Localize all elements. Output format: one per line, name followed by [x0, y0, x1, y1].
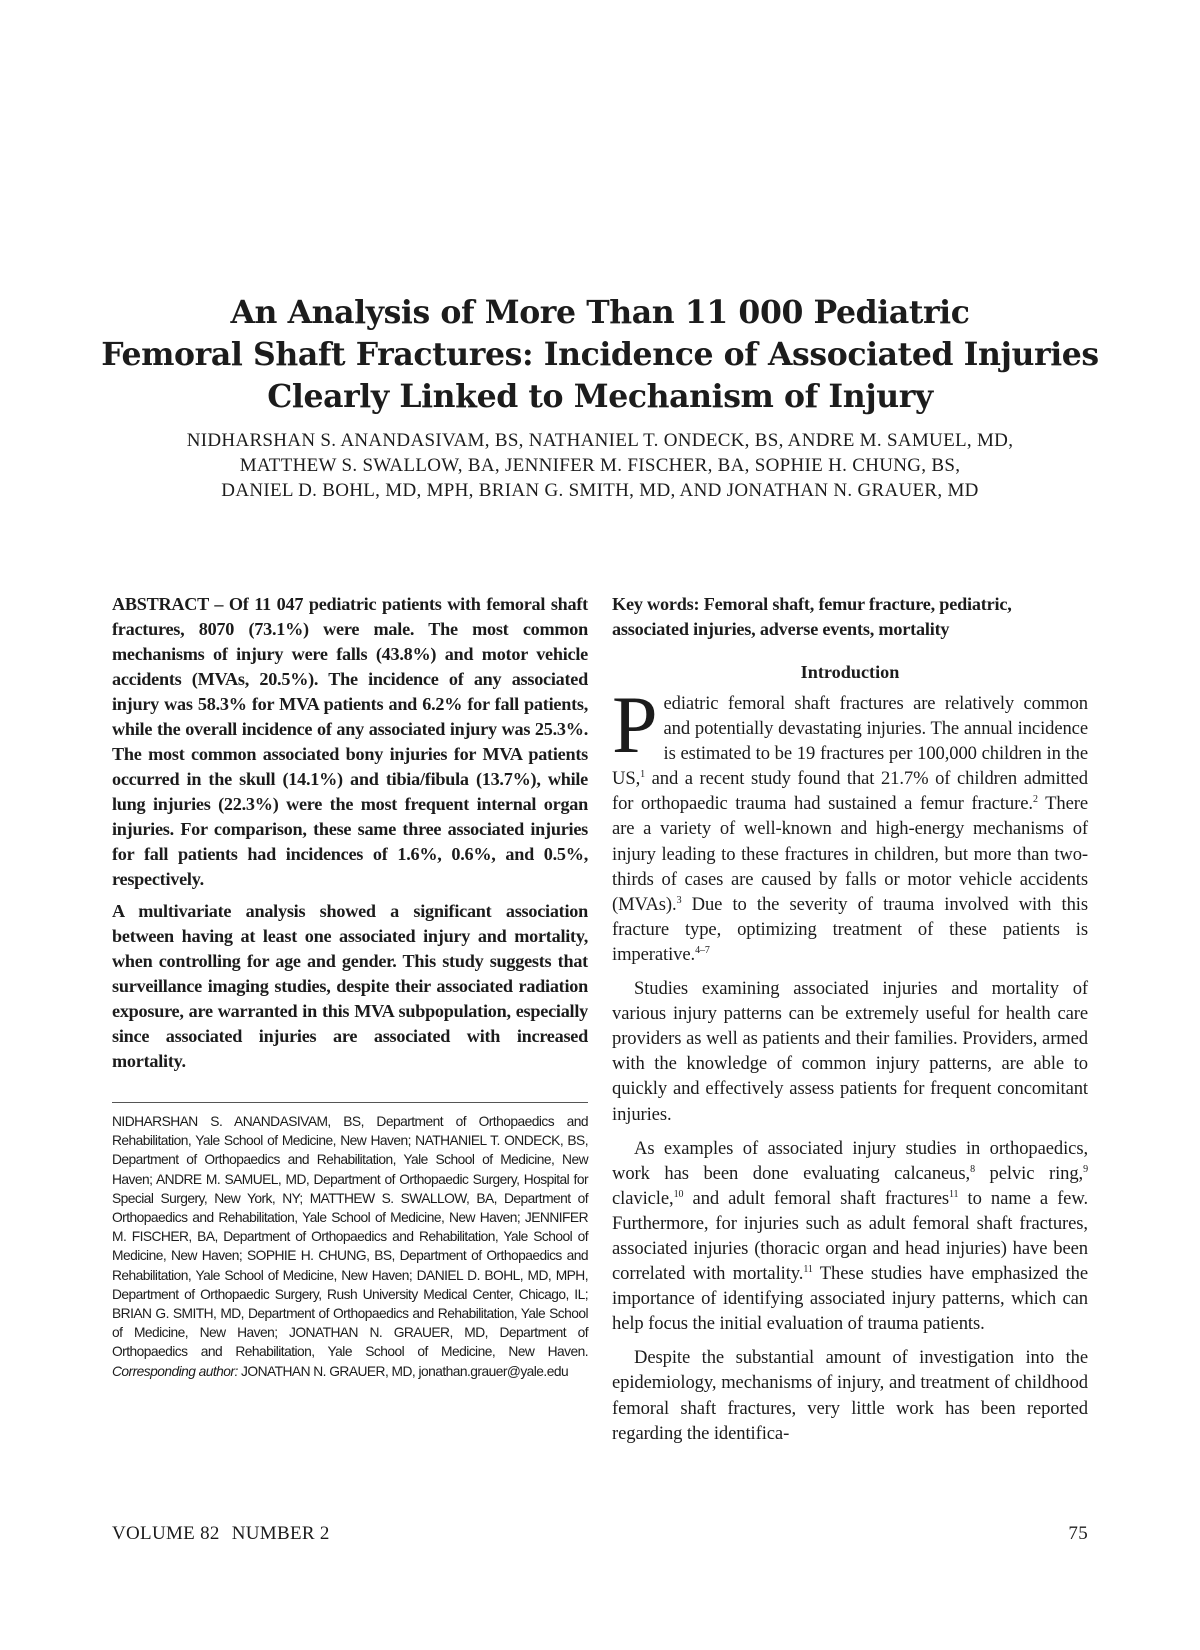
text-run: There are a variety of well-known and high-energy mechanisms of injury leading to these fractures in children, but more than two-thirds of cases are caused by falls or motor vehicle accidents (MVAs). [612, 793, 1088, 915]
citation: 11 [948, 1188, 959, 1200]
right-column [612, 592, 1088, 1455]
citation: 9 [1083, 1163, 1088, 1175]
section-heading-introduction: Introduction [800, 662, 900, 682]
text-run: As examples of associated injury studies in orthopaedics, work has been done evaluating calcaneus, [612, 1137, 1088, 1184]
author-list [100, 428, 1100, 503]
author-line: NIDHARSHAN S. ANANDASIVAM, BS, NATHANIEL T. ONDECK, BS, ANDRE M. SAMUEL, MD, [186, 430, 1014, 451]
body-paragraph [612, 1136, 1088, 1337]
citation: 2 [1032, 794, 1038, 806]
author-line: MATTHEW S. SWALLOW, BA, JENNIFER M. FISCHER, BA, SOPHIE H. CHUNG, BS, [239, 455, 961, 476]
title-line: Clearly Linked to Mechanism of Injury [267, 378, 933, 415]
abstract [112, 592, 588, 1074]
text-run: and adult femoral shaft fractures [683, 1187, 949, 1209]
volume-label: VOLUME 82 [112, 1523, 220, 1544]
corresponding-author-label: Corresponding author: [112, 1363, 238, 1379]
body-paragraph: Despite the substantial amount of investigation into the epidemiology, mechanisms of injury, and treatment of childhood femoral shaft fractures, very little work has been reported regarding the identifica- [612, 1347, 1088, 1444]
body-paragraph: Studies examining associated injuries and mortality of various injury patterns can be extremely useful for health care providers as well as patients and their families. Providers, armed with the knowledge of common injury patterns, are able to quickly and effectively assess patients for frequent concomitant injuries. [612, 978, 1088, 1125]
title-block [100, 292, 1100, 503]
citation: 10 [673, 1188, 684, 1200]
footnote-divider [112, 1102, 588, 1103]
introduction-body [612, 679, 1089, 1446]
text-run: Due to the severity of trauma involved with this fracture type, optimizing treatment of these patients is imperative. [612, 893, 1088, 965]
title-line: Femoral Shaft Fractures: Incidence of Associated Injuries [101, 336, 1099, 373]
drop-cap: P [612, 679, 658, 770]
author-line: DANIEL D. BOHL, MD, MPH, BRIAN G. SMITH, MD, AND JONATHAN N. GRAUER, MD [221, 480, 979, 501]
citation: 1 [640, 769, 646, 781]
keywords: Key words: Femoral shaft, femur fracture, pediatric, associated injuries, adverse events, mortality [612, 594, 1012, 639]
text-run: to name a few. Furthermore, for injuries such as adult femoral shaft fractures, associated injuries (thoracic organ and head injuries) have been correlated with mortality. [612, 1187, 1089, 1285]
citation: 11 [803, 1263, 813, 1275]
author-affiliations [112, 1112, 588, 1381]
citation: 4–7 [695, 944, 710, 956]
text-run: and a recent study found that 21.7% of children admitted for orthopaedic trauma had sustained a femur fracture. [612, 768, 1088, 815]
corresponding-author-text: JONATHAN N. GRAUER, MD, jonathan.grauer@yale.edu [241, 1363, 569, 1379]
left-column [112, 592, 588, 1381]
abstract-paragraph: ABSTRACT – Of 11 047 pediatric patients with femoral shaft fractures, 8070 (73.1%) were male. The most common mechanisms of injury were falls (43.8%) and motor vehicle accidents (MVAs, 20.5%). The incidence of any associated injury was 58.3% for MVA patients and 6.2% for fall patients, while the overall incidence of any associated injury was 25.3%. The most common associated bony injuries for MVA patients occurred in the skull (14.1%) and tibia/fibula (13.7%), while lung injuries (22.3%) were the most frequent internal organ injuries. For comparison, these same three associated injuries for fall patients had incidences of 1.6%, 0.6%, and 0.5%, respectively. [112, 594, 588, 889]
journal-volume-info [112, 1523, 330, 1545]
article-title [100, 292, 1100, 418]
body-paragraph [612, 679, 1088, 967]
page-number: 75 [1068, 1523, 1088, 1544]
text-run: These studies have emphasized the importance of identifying associated injury patterns, which can help focus the initial evaluation of trauma patients. [612, 1263, 1088, 1335]
abstract-paragraph: A multivariate analysis showed a significant association between having at least one associated injury and mortality, when controlling for age and gender. This study suggests that surveillance imaging studies, despite their associated radiation exposure, are warranted in this MVA subpopulation, especially since associated injuries are associated with increased mortality. [112, 901, 588, 1071]
text-run: ediatric femoral shaft fractures are relatively common and potentially devastating injuries. The annual incidence is estimated to be 19 fractures per 100,000 children in the US, [612, 693, 1088, 790]
title-line: An Analysis of More Than 11 000 Pediatric [230, 294, 970, 331]
text-run: pelvic ring, [974, 1162, 1084, 1184]
issue-number-label: NUMBER 2 [231, 1523, 330, 1544]
citation: 3 [676, 894, 682, 906]
text-run: clavicle, [612, 1187, 674, 1209]
citation: 8 [970, 1163, 975, 1175]
affiliations-text: NIDHARSHAN S. ANANDASIVAM, BS, Department of Orthopaedics and Rehabilitation, Yale School of Medicine, New Haven; NATHANIEL T. ONDECK, BS, Department of Orthopaedics and Rehabilitation, Yale School of Medicine, New Haven; ANDRE M. SAMUEL, MD, Department of Orthopaedic Surgery, Hospital for Special Surgery, New York, NY; MATTHEW S. SWALLOW, BA, Department of Orthopaedics and Rehabilitation, Yale School of Medicine, New Haven; JENNIFER M. FISCHER, BA, Department of Orthopaedics and Rehabilitation, Yale School of Medicine, New Haven; SOPHIE H. CHUNG, BS, Department of Orthopaedics and Rehabilitation, Yale School of Medicine, New Haven; DANIEL D. BOHL, MD, MPH, Department of Orthopaedic Surgery, Rush University Medical Center, Chicago, IL; BRIAN G. SMITH, MD, Department of Orthopaedics and Rehabilitation, Yale School of Medicine, New Haven; JONATHAN N. GRAUER, MD, Department of Orthopaedics and Rehabilitation, Yale School of Medicine, New Haven. [112, 1114, 588, 1360]
